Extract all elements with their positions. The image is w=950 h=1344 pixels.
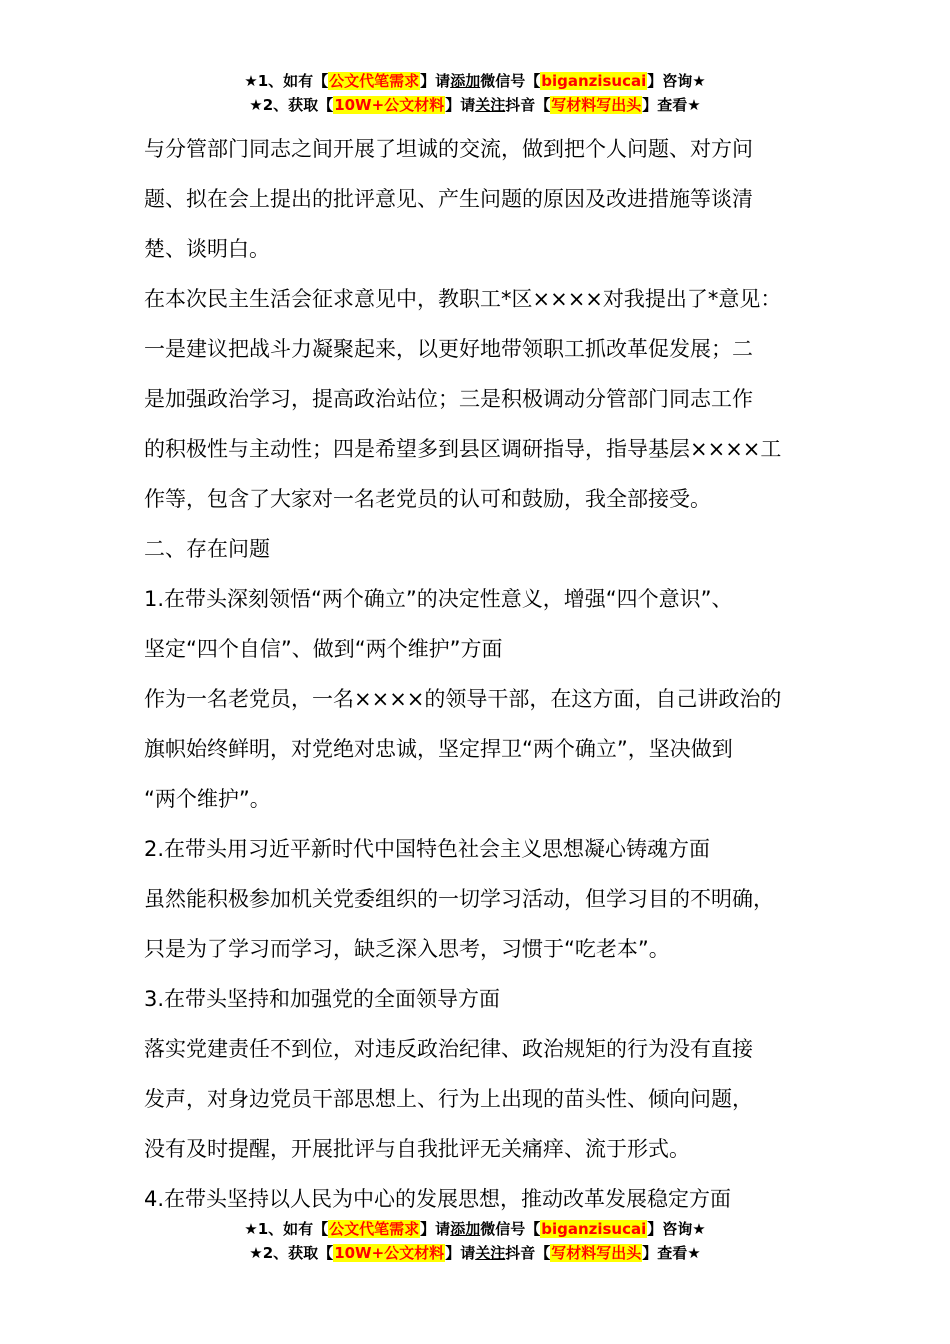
header-banner — [0, 70, 950, 118]
banner-highlight: biganzisucai — [541, 1220, 647, 1238]
text-line: 与分管部门同志之间开展了坦诚的交流，做到把个人问题、对方问 — [144, 137, 753, 161]
item-heading: 3.在带头坚持和加强党的全面领导方面 — [144, 987, 501, 1011]
banner-highlight: 公文代笔需求 — [329, 1220, 420, 1238]
banner-text: ★1、如有【 — [244, 1220, 329, 1238]
banner-text: ★2、获取【 — [249, 1244, 334, 1262]
banner-text: 】请 — [420, 1220, 451, 1238]
item-heading: 2.在带头用习近平新时代中国特色社会主义思想凝心铸魂方面 — [144, 837, 711, 861]
banner-underlined: 关注 — [475, 96, 506, 114]
banner-text: 】请 — [445, 1244, 476, 1262]
text-line: 是加强政治学习，提高政治站位；三是积极调动分管部门同志工作 — [144, 387, 753, 411]
banner-text: 】咨询★ — [647, 72, 706, 90]
banner-text: 】请 — [420, 72, 451, 90]
item-heading: 1.在带头深刻领悟“两个确立”的决定性意义，增强“四个意识”、 — [144, 587, 733, 611]
text-line: 落实党建责任不到位，对违反政治纪律、政治规矩的行为没有直接 — [144, 1037, 753, 1061]
banner-underlined: 关注 — [475, 1244, 506, 1262]
banner-highlight: 写材料写出头 — [551, 1244, 642, 1262]
banner-line-2 — [0, 94, 950, 118]
banner-highlight: 写材料写出头 — [551, 96, 642, 114]
banner-text: 抖音【 — [505, 1244, 551, 1262]
banner-highlight: 公文代笔需求 — [329, 72, 420, 90]
section-heading: 二、存在问题 — [144, 537, 270, 561]
banner-line-1 — [0, 70, 950, 94]
text-line: 的积极性与主动性；四是希望多到县区调研指导，指导基层××××工 — [144, 437, 782, 461]
text-line: 题、拟在会上提出的批评意见、产生问题的原因及改进措施等谈清 — [144, 187, 753, 211]
document-body — [144, 124, 834, 1224]
banner-text: ★1、如有【 — [244, 72, 329, 90]
item-heading: 坚定“四个自信”、做到“两个维护”方面 — [144, 637, 503, 661]
banner-underlined: 添加 — [450, 72, 481, 90]
text-line: 虽然能积极参加机关党委组织的一切学习活动，但学习目的不明确， — [144, 887, 774, 911]
text-line: 没有及时提醒，开展批评与自我批评无关痛痒、流于形式。 — [144, 1137, 690, 1161]
banner-line-1 — [0, 1218, 950, 1242]
footer-banner — [0, 1218, 950, 1266]
banner-text: 】请 — [445, 96, 476, 114]
text-line: 在本次民主生活会征求意见中，教职工*区××××对我提出了*意见： — [144, 287, 782, 311]
text-line: 只是为了学习而学习，缺乏深入思考，习惯于“吃老本”。 — [144, 937, 670, 961]
text-line: 作等，包含了大家对一名老党员的认可和鼓励，我全部接受。 — [144, 487, 711, 511]
banner-text: ★2、获取【 — [249, 96, 334, 114]
banner-highlight: 10W+公文材料 — [334, 1244, 445, 1262]
text-line: 旗帜始终鲜明，对党绝对忠诚，坚定捍卫“两个确立”，坚决做到 — [144, 737, 733, 761]
text-line: 作为一名老党员，一名××××的领导干部，在这方面，自己讲政治的 — [144, 687, 782, 711]
banner-highlight: 10W+公文材料 — [334, 96, 445, 114]
item-heading: 4.在带头坚持以人民为中心的发展思想，推动改革发展稳定方面 — [144, 1187, 732, 1211]
banner-text: 】查看★ — [642, 1244, 701, 1262]
banner-text: 微信号【 — [480, 72, 541, 90]
banner-underlined: 添加 — [450, 1220, 481, 1238]
text-line: 发声，对身边党员干部思想上、行为上出现的苗头性、倾向问题， — [144, 1087, 753, 1111]
banner-highlight: biganzisucai — [541, 72, 647, 90]
text-line: 楚、谈明白。 — [144, 237, 270, 261]
text-line: “两个维护”。 — [144, 787, 271, 811]
banner-text: 】咨询★ — [647, 1220, 706, 1238]
banner-text: 抖音【 — [505, 96, 551, 114]
banner-text: 】查看★ — [642, 96, 701, 114]
banner-text: 微信号【 — [480, 1220, 541, 1238]
text-line: 一是建议把战斗力凝聚起来，以更好地带领职工抓改革促发展；二 — [144, 337, 753, 361]
banner-line-2 — [0, 1242, 950, 1266]
